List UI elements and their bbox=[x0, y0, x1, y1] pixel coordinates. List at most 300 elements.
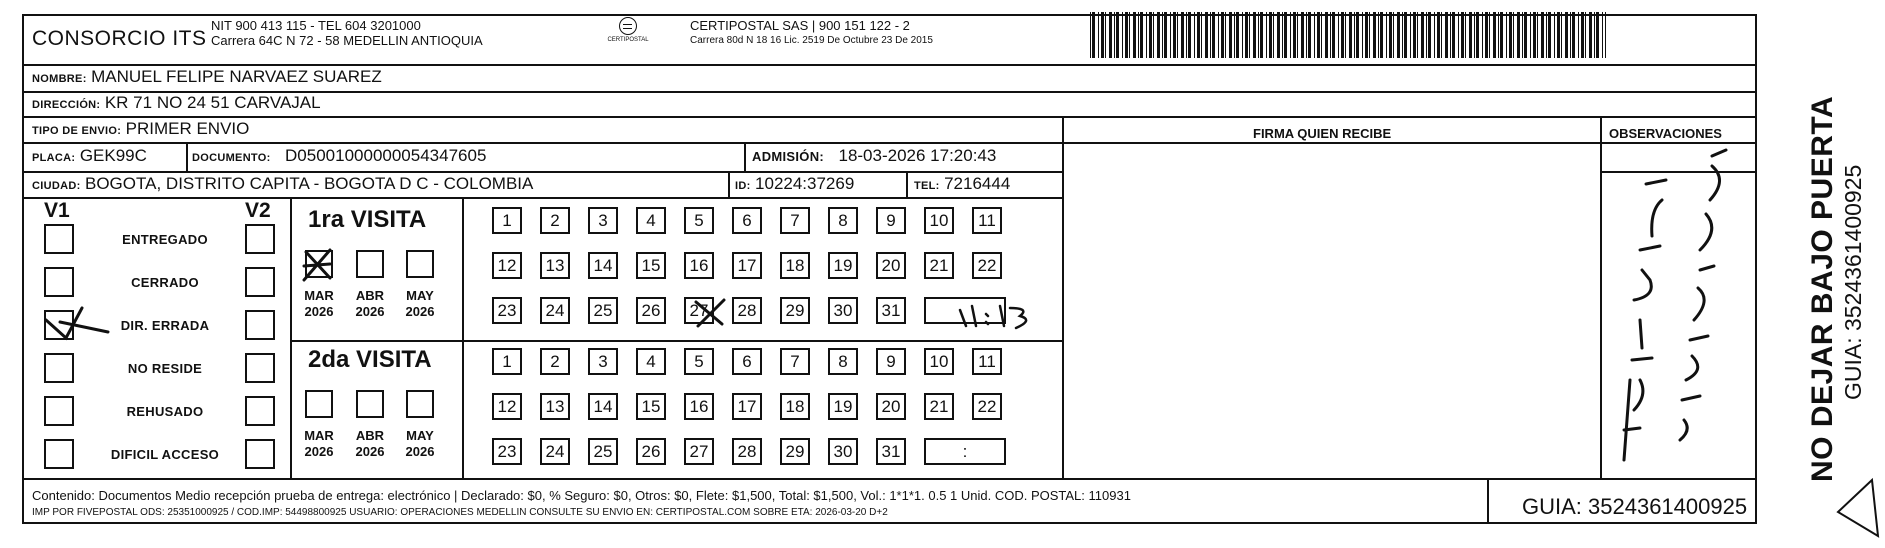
documento-value: D05001000000054347605 bbox=[285, 146, 487, 165]
barcode-bar bbox=[1533, 12, 1536, 58]
barcode-bar bbox=[1402, 12, 1403, 58]
barcode-bar bbox=[1413, 12, 1416, 58]
barcode-bar bbox=[1249, 12, 1250, 58]
admision-label: ADMISIÓN: bbox=[752, 149, 825, 164]
barcode-bar bbox=[1297, 12, 1298, 58]
day-box[interactable]: 11 bbox=[972, 348, 1002, 375]
barcode-bar bbox=[1140, 12, 1143, 58]
barcode-bar bbox=[1197, 12, 1200, 58]
barcode-bar bbox=[1306, 12, 1307, 58]
barcode-bar bbox=[1116, 12, 1119, 58]
month-checkbox[interactable] bbox=[356, 250, 384, 278]
day-box[interactable]: 17 bbox=[732, 393, 762, 420]
barcode-bar bbox=[1284, 12, 1287, 58]
barcode-bar bbox=[1290, 12, 1291, 58]
side-warning: NO DEJAR BAJO PUERTA bbox=[1806, 95, 1839, 482]
day-box[interactable]: 14 bbox=[588, 393, 618, 420]
month-year: 2026 bbox=[405, 304, 435, 319]
barcode-bar bbox=[1332, 12, 1335, 58]
barcode-bar bbox=[1450, 12, 1451, 58]
day-box[interactable]: 13 bbox=[540, 393, 570, 420]
day-box[interactable]: 7 bbox=[780, 348, 810, 375]
barcode-bar bbox=[1317, 12, 1320, 58]
rule bbox=[22, 116, 1757, 118]
month-label bbox=[298, 288, 340, 320]
admision-field bbox=[752, 146, 996, 166]
day-box[interactable]: 27 bbox=[684, 438, 714, 465]
day-box[interactable]: 1 bbox=[492, 348, 522, 375]
barcode-bar bbox=[1314, 12, 1315, 58]
status-label: ENTREGADO bbox=[122, 232, 208, 247]
month-name: MAY bbox=[406, 288, 434, 303]
barcode-bar bbox=[1234, 12, 1235, 58]
barcode-bar bbox=[1186, 12, 1187, 58]
barcode-bar bbox=[1129, 12, 1130, 58]
barcode-bar bbox=[1594, 12, 1595, 58]
barcode-bar bbox=[1546, 12, 1547, 58]
placa-value: GEK99C bbox=[79, 146, 147, 165]
barcode-bar bbox=[1212, 12, 1215, 58]
day-box[interactable]: 31 bbox=[876, 297, 906, 324]
month-checkbox[interactable] bbox=[305, 250, 333, 278]
v2-checkbox[interactable] bbox=[245, 396, 275, 426]
month-label bbox=[349, 428, 391, 460]
tel-value: 7216444 bbox=[944, 174, 1011, 193]
carrier-address: Carrera 80d N 18 16 Lic. 2519 De Octubre 23 De 2015 bbox=[690, 35, 933, 46]
observaciones-title: OBSERVACIONES bbox=[1609, 126, 1722, 141]
status-label: DIR. ERRADA bbox=[120, 318, 210, 333]
rule bbox=[1062, 116, 1064, 478]
month-year: 2026 bbox=[355, 444, 385, 459]
barcode-bar bbox=[1485, 12, 1488, 58]
footer-content: Contenido: Documentos Medio recepción prueba de entrega: electrónico | Declarado: $0, % Seguro: $0, Otros: $0, Flete: $1,500, Total: $1,500, Vol.: 1*1*1. 0.5 1 Unid. COD. POSTAL: 110931 bbox=[32, 488, 1131, 503]
day-box[interactable]: 30 bbox=[828, 438, 858, 465]
status-label: DIFICIL ACCESO bbox=[110, 447, 220, 462]
barcode-bar bbox=[1321, 12, 1322, 58]
barcode-bar bbox=[1522, 12, 1523, 58]
barcode-bar bbox=[1325, 12, 1328, 58]
day-box[interactable]: 18 bbox=[780, 393, 810, 420]
barcode-bar bbox=[1605, 12, 1606, 58]
rule bbox=[290, 197, 292, 478]
barcode-bar bbox=[1530, 12, 1531, 58]
barcode-bar bbox=[1282, 12, 1283, 58]
day-box[interactable]: 9 bbox=[876, 207, 906, 234]
day-box[interactable]: 22 bbox=[972, 393, 1002, 420]
tipo-envio-label: TIPO DE ENVIO: bbox=[32, 125, 122, 137]
barcode-bar bbox=[1445, 12, 1448, 58]
day-box[interactable]: 26 bbox=[636, 297, 666, 324]
barcode-bar bbox=[1469, 12, 1472, 58]
v2-checkbox[interactable] bbox=[245, 224, 275, 254]
day-box[interactable]: 16 bbox=[684, 252, 714, 279]
barcode-bar bbox=[1578, 12, 1579, 58]
barcode-bar bbox=[1245, 12, 1248, 58]
day-box[interactable]: 30 bbox=[828, 297, 858, 324]
barcode-bar bbox=[1345, 12, 1346, 58]
carrier-info bbox=[690, 18, 933, 48]
barcode-bar bbox=[1188, 12, 1191, 58]
month-name: MAR bbox=[304, 428, 334, 443]
barcode-bar bbox=[1201, 12, 1202, 58]
admision-value: 18-03-2026 17:20:43 bbox=[838, 146, 997, 165]
month-name: ABR bbox=[355, 288, 385, 303]
day-box[interactable]: 21 bbox=[924, 393, 954, 420]
ciudad-value: BOGOTA, DISTRITO CAPITA - BOGOTA D C - COLOMBIA bbox=[85, 174, 534, 193]
barcode-bar bbox=[1269, 12, 1272, 58]
tel-field bbox=[914, 174, 1010, 194]
time-box[interactable]: : bbox=[924, 438, 1006, 465]
day-box[interactable]: 28 bbox=[732, 438, 762, 465]
barcode-bar bbox=[1572, 12, 1575, 58]
v1-checkbox[interactable] bbox=[44, 310, 74, 340]
day-box[interactable]: 9 bbox=[876, 348, 906, 375]
barcode-bar bbox=[1410, 12, 1411, 58]
barcode-bar bbox=[1092, 12, 1095, 58]
barcode-bar bbox=[1205, 12, 1208, 58]
barcode-bar bbox=[1277, 12, 1280, 58]
month-year: 2026 bbox=[405, 444, 435, 459]
barcode-bar bbox=[1338, 12, 1339, 58]
v2-checkbox[interactable] bbox=[245, 310, 275, 340]
v1-checkbox[interactable] bbox=[44, 396, 74, 426]
day-box[interactable]: 22 bbox=[972, 252, 1002, 279]
barcode-bar bbox=[1356, 12, 1359, 58]
tipo-envio-field bbox=[32, 119, 249, 139]
barcode-bar bbox=[1498, 12, 1499, 58]
barcode-bar bbox=[1581, 12, 1584, 58]
company-nit: NIT 900 413 115 - TEL 604 3201000 bbox=[211, 18, 421, 33]
barcode-bar bbox=[1570, 12, 1571, 58]
day-box[interactable]: 1 bbox=[492, 207, 522, 234]
barcode-bar bbox=[1565, 12, 1568, 58]
barcode-bar bbox=[1493, 12, 1496, 58]
barcode-bar bbox=[1260, 12, 1263, 58]
tel-label: TEL: bbox=[914, 180, 940, 192]
barcode-bar bbox=[1465, 12, 1466, 58]
barcode-bar bbox=[1397, 12, 1400, 58]
v2-checkbox[interactable] bbox=[245, 353, 275, 383]
month-label bbox=[399, 288, 441, 320]
rule bbox=[906, 171, 908, 197]
day-box[interactable]: 25 bbox=[588, 297, 618, 324]
barcode-bar bbox=[1373, 12, 1376, 58]
barcode-bar bbox=[1548, 12, 1551, 58]
day-box[interactable]: 24 bbox=[540, 297, 570, 324]
rule bbox=[22, 142, 1757, 144]
id-value: 10224:37269 bbox=[755, 174, 855, 193]
day-box[interactable]: 17 bbox=[732, 252, 762, 279]
barcode bbox=[1090, 12, 1606, 58]
barcode-bar bbox=[1173, 12, 1176, 58]
barcode-bar bbox=[1513, 12, 1514, 58]
rule bbox=[186, 142, 188, 171]
barcode-bar bbox=[1146, 12, 1147, 58]
barcode-bar bbox=[1090, 12, 1091, 58]
barcode-bar bbox=[1330, 12, 1331, 58]
barcode-bar bbox=[1308, 12, 1311, 58]
barcode-bar bbox=[1236, 12, 1239, 58]
rule bbox=[1600, 171, 1757, 173]
barcode-bar bbox=[1482, 12, 1483, 58]
rule bbox=[22, 197, 1062, 199]
barcode-bar bbox=[1589, 12, 1592, 58]
barcode-bar bbox=[1500, 12, 1503, 58]
day-box[interactable]: 20 bbox=[876, 252, 906, 279]
barcode-bar bbox=[1153, 12, 1154, 58]
barcode-bar bbox=[1561, 12, 1562, 58]
barcode-bar bbox=[1221, 12, 1224, 58]
rule bbox=[728, 171, 730, 197]
time-box[interactable] bbox=[924, 297, 1006, 324]
barcode-bar bbox=[1596, 12, 1599, 58]
barcode-bar bbox=[1273, 12, 1274, 58]
barcode-bar bbox=[1157, 12, 1160, 58]
barcode-bar bbox=[1426, 12, 1427, 58]
visit-1-title: 1ra VISITA bbox=[308, 206, 427, 233]
carrier-name: CERTIPOSTAL SAS | 900 151 122 - 2 bbox=[690, 18, 910, 33]
direccion-label: DIRECCIÓN: bbox=[32, 99, 101, 111]
day-box[interactable]: 5 bbox=[684, 348, 714, 375]
barcode-bar bbox=[1585, 12, 1586, 58]
barcode-bar bbox=[1458, 12, 1459, 58]
barcode-bar bbox=[1474, 12, 1475, 58]
barcode-bar bbox=[1218, 12, 1219, 58]
ciudad-label: CIUDAD: bbox=[32, 180, 81, 192]
day-box[interactable]: 29 bbox=[780, 438, 810, 465]
barcode-bar bbox=[1133, 12, 1136, 58]
day-box[interactable]: 24 bbox=[540, 438, 570, 465]
v2-checkbox[interactable] bbox=[245, 439, 275, 469]
barcode-bar bbox=[1194, 12, 1195, 58]
rule bbox=[1600, 116, 1602, 478]
day-box[interactable]: 15 bbox=[636, 252, 666, 279]
barcode-bar bbox=[1105, 12, 1106, 58]
barcode-bar bbox=[1225, 12, 1226, 58]
barcode-bar bbox=[1109, 12, 1112, 58]
month-year: 2026 bbox=[304, 444, 334, 459]
month-checkbox[interactable] bbox=[406, 390, 434, 418]
barcode-bar bbox=[1437, 12, 1440, 58]
day-box[interactable]: 6 bbox=[732, 348, 762, 375]
day-box[interactable]: 26 bbox=[636, 438, 666, 465]
barcode-bar bbox=[1210, 12, 1211, 58]
month-label bbox=[399, 428, 441, 460]
barcode-bar bbox=[1380, 12, 1383, 58]
v1-checkbox[interactable] bbox=[44, 224, 74, 254]
barcode-bar bbox=[1114, 12, 1115, 58]
barcode-bar bbox=[1122, 12, 1123, 58]
documento-field bbox=[192, 146, 486, 166]
barcode-bar bbox=[1349, 12, 1352, 58]
day-box[interactable]: 4 bbox=[636, 207, 666, 234]
barcode-bar bbox=[1489, 12, 1490, 58]
barcode-bar bbox=[1293, 12, 1296, 58]
status-label: NO RESIDE bbox=[127, 361, 203, 376]
barcode-bar bbox=[1170, 12, 1171, 58]
month-year: 2026 bbox=[304, 304, 334, 319]
barcode-bar bbox=[1125, 12, 1128, 58]
barcode-bar bbox=[1389, 12, 1392, 58]
barcode-bar bbox=[1164, 12, 1167, 58]
month-name: MAR bbox=[304, 288, 334, 303]
nombre-value: MANUEL FELIPE NARVAEZ SUAREZ bbox=[91, 67, 382, 86]
day-box[interactable]: 4 bbox=[636, 348, 666, 375]
barcode-bar bbox=[1428, 12, 1431, 58]
day-box[interactable]: 13 bbox=[540, 252, 570, 279]
barcode-bar bbox=[1098, 12, 1099, 58]
day-box[interactable]: 14 bbox=[588, 252, 618, 279]
rule bbox=[22, 64, 1757, 66]
barcode-bar bbox=[1509, 12, 1512, 58]
day-box[interactable]: 16 bbox=[684, 393, 714, 420]
id-field bbox=[735, 174, 854, 194]
day-box[interactable]: 8 bbox=[828, 348, 858, 375]
day-box[interactable]: 29 bbox=[780, 297, 810, 324]
company-address: Carrera 64C N 72 - 58 MEDELLIN ANTIOQUIA bbox=[211, 33, 483, 48]
id-label: ID: bbox=[735, 180, 751, 192]
barcode-bar bbox=[1452, 12, 1455, 58]
barcode-bar bbox=[1441, 12, 1442, 58]
day-box[interactable]: 23 bbox=[492, 438, 522, 465]
barcode-bar bbox=[1517, 12, 1520, 58]
rule bbox=[290, 340, 1062, 342]
company-name: CONSORCIO ITS bbox=[32, 27, 207, 50]
day-box[interactable]: 2 bbox=[540, 207, 570, 234]
day-box[interactable]: 2 bbox=[540, 348, 570, 375]
month-checkbox[interactable] bbox=[406, 250, 434, 278]
day-box[interactable]: 19 bbox=[828, 252, 858, 279]
barcode-bar bbox=[1365, 12, 1368, 58]
logo-text: CERTIPOSTAL bbox=[607, 37, 649, 43]
barcode-bar bbox=[1266, 12, 1267, 58]
barcode-bar bbox=[1378, 12, 1379, 58]
month-name: MAY bbox=[406, 428, 434, 443]
barcode-bar bbox=[1602, 12, 1603, 58]
barcode-bar bbox=[1476, 12, 1479, 58]
day-box[interactable]: 10 bbox=[924, 207, 954, 234]
visit-2-title: 2da VISITA bbox=[308, 346, 432, 373]
barcode-bar bbox=[1138, 12, 1139, 58]
logo-icon bbox=[619, 17, 637, 35]
barcode-bar bbox=[1434, 12, 1435, 58]
barcode-bar bbox=[1229, 12, 1232, 58]
day-box[interactable]: 28 bbox=[732, 297, 762, 324]
footer-print-info: IMP POR FIVEPOSTAL ODS: 25351000925 / COD.IMP: 54498800925 USUARIO: OPERACIONES MEDELLIN CONSULTE SU ENVIO EN: CERTIPOSTAL.COM SOBRE ETA: 2026-03-20 D+2 bbox=[32, 507, 888, 518]
v2-checkbox[interactable] bbox=[245, 267, 275, 297]
v1-checkbox[interactable] bbox=[44, 267, 74, 297]
placa-field bbox=[32, 146, 147, 166]
barcode-bar bbox=[1369, 12, 1370, 58]
month-label bbox=[298, 428, 340, 460]
barcode-bar bbox=[1181, 12, 1184, 58]
day-box[interactable]: 19 bbox=[828, 393, 858, 420]
day-box[interactable]: 27 bbox=[684, 297, 714, 324]
rule bbox=[744, 142, 746, 171]
firma-title: FIRMA QUIEN RECIBE bbox=[1253, 126, 1392, 141]
barcode-bar bbox=[1386, 12, 1387, 58]
barcode-bar bbox=[1417, 12, 1418, 58]
footer-guia: GUIA: 3524361400925 bbox=[1522, 494, 1748, 519]
barcode-bar bbox=[1149, 12, 1152, 58]
barcode-bar bbox=[1541, 12, 1544, 58]
barcode-bar bbox=[1253, 12, 1256, 58]
day-box[interactable]: 6 bbox=[732, 207, 762, 234]
barcode-bar bbox=[1557, 12, 1560, 58]
barcode-bar bbox=[1537, 12, 1538, 58]
tipo-envio-value: PRIMER ENVIO bbox=[125, 119, 250, 138]
status-label: REHUSADO bbox=[126, 404, 204, 419]
barcode-bar bbox=[1506, 12, 1507, 58]
rule bbox=[462, 197, 464, 478]
day-box[interactable]: 3 bbox=[588, 207, 618, 234]
v1-label: V1 bbox=[44, 199, 70, 222]
nombre-field bbox=[32, 67, 382, 87]
barcode-bar bbox=[1354, 12, 1355, 58]
barcode-bar bbox=[1177, 12, 1178, 58]
day-box[interactable]: 12 bbox=[492, 393, 522, 420]
day-box[interactable]: 12 bbox=[492, 252, 522, 279]
day-box[interactable]: 8 bbox=[828, 207, 858, 234]
documento-label: DOCUMENTO: bbox=[192, 152, 271, 164]
side-guia: GUIA: 3524361400925 bbox=[1840, 164, 1866, 400]
barcode-bar bbox=[1162, 12, 1163, 58]
day-box[interactable]: 15 bbox=[636, 393, 666, 420]
nombre-label: NOMBRE: bbox=[32, 73, 87, 85]
barcode-bar bbox=[1101, 12, 1104, 58]
barcode-bar bbox=[1341, 12, 1344, 58]
day-box[interactable]: 20 bbox=[876, 393, 906, 420]
barcode-bar bbox=[1461, 12, 1464, 58]
barcode-bar bbox=[1404, 12, 1407, 58]
month-checkbox[interactable] bbox=[356, 390, 384, 418]
month-name: ABR bbox=[355, 428, 385, 443]
barcode-bar bbox=[1524, 12, 1527, 58]
barcode-bar bbox=[1362, 12, 1363, 58]
certipostal-logo bbox=[606, 15, 650, 55]
v1-checkbox[interactable] bbox=[44, 353, 74, 383]
v2-label: V2 bbox=[245, 199, 271, 222]
barcode-bar bbox=[1393, 12, 1394, 58]
status-label: CERRADO bbox=[131, 275, 199, 290]
day-box[interactable]: 31 bbox=[876, 438, 906, 465]
rule bbox=[22, 478, 1757, 480]
barcode-bar bbox=[1421, 12, 1424, 58]
day-box[interactable]: 21 bbox=[924, 252, 954, 279]
corner-scribble bbox=[1838, 480, 1878, 536]
barcode-bar bbox=[1258, 12, 1259, 58]
barcode-bar bbox=[1242, 12, 1243, 58]
v1-checkbox[interactable] bbox=[44, 439, 74, 469]
direccion-field bbox=[32, 93, 321, 113]
day-box[interactable]: 11 bbox=[972, 207, 1002, 234]
placa-label: PLACA: bbox=[32, 152, 76, 164]
barcode-bar bbox=[1301, 12, 1304, 58]
day-box[interactable]: 18 bbox=[780, 252, 810, 279]
day-box[interactable]: 10 bbox=[924, 348, 954, 375]
ciudad-field bbox=[32, 174, 533, 194]
month-year: 2026 bbox=[355, 304, 385, 319]
day-box[interactable]: 5 bbox=[684, 207, 714, 234]
direccion-value: KR 71 NO 24 51 CARVAJAL bbox=[104, 93, 321, 112]
day-box[interactable]: 25 bbox=[588, 438, 618, 465]
day-box[interactable]: 23 bbox=[492, 297, 522, 324]
month-checkbox[interactable] bbox=[305, 390, 333, 418]
day-box[interactable]: 7 bbox=[780, 207, 810, 234]
barcode-bar bbox=[1554, 12, 1555, 58]
month-label bbox=[349, 288, 391, 320]
day-box[interactable]: 3 bbox=[588, 348, 618, 375]
